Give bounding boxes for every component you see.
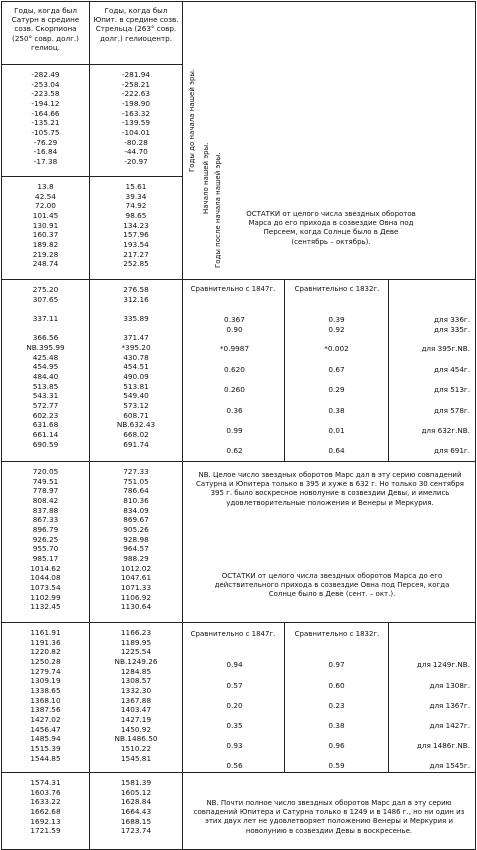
divider-header <box>1 64 183 65</box>
ratio-1847-value: 0.99 <box>226 426 243 435</box>
block6-saturn-column: 1574.31 1603.76 1633.22 1662.68 1692.13 1721.59 <box>30 778 61 836</box>
block3-header-1847: Сравнительно с 1847г. <box>190 285 276 293</box>
block3-header-1832: Сравнительно с 1832г. <box>294 285 380 293</box>
ratio-1832-value: 0.01 <box>328 426 345 435</box>
ratio-1832-value: 0.39 <box>328 315 345 324</box>
border-top <box>1 1 476 2</box>
block5-header-1847: Сравнительно с 1847г. <box>190 630 276 638</box>
ratio-1832-value: 0.60 <box>328 681 345 690</box>
ratio-1847-value: 0.20 <box>226 701 243 710</box>
divider-block1 <box>1 176 183 177</box>
block2-saturn-column: 13.8 42.54 72.00 101.45 130.91 160.37 189.82 219.28 248.74 <box>32 182 59 269</box>
year-label: для 578г. <box>434 406 470 415</box>
border-right <box>475 1 476 849</box>
ratio-1832-value: 0.59 <box>328 761 345 770</box>
remainders-note-2: ОСТАТКИ от целого числа звездных оборотов Марса до его действительного прихода в созвездие Овна под Персея, когда Солнце было в Деве (сент. – окт.). <box>214 572 450 599</box>
block6-jupiter-column: 1581.39 1605.12 1628.84 1664.43 1688.15 1723.74 <box>120 778 152 836</box>
ratio-1832-value: 0.38 <box>328 406 345 415</box>
ratio-1832-value: 0.38 <box>328 721 345 730</box>
nb-note-2: NB. Почти полное число звездных оборотов Марс дал в эту серию совпадений Юпитера и Сатурна только в 1249 и в 1486 г., но ни один из этих двух лет не удовлетворяет положению Венеры и Меркурия и новолунию в созвездии Девы в воскресенье. <box>193 799 465 835</box>
block3-saturn-column: 275.20 307.65 337.11 366.56 NB.395.99 425.48 454.95 484.40 513.85 543.31 572.77 602.23 631.68 661.14 690.59 <box>26 285 65 449</box>
ratio-1832-value: 0.29 <box>328 385 345 394</box>
label-era-start: Начало нашей эры. <box>202 142 210 214</box>
divider-block2 <box>1 279 476 280</box>
ratio-1847-value: 0.36 <box>226 406 243 415</box>
ratio-1832-value: 0.96 <box>328 741 345 750</box>
ratio-1847-value: 0.56 <box>226 761 243 770</box>
block4-saturn-column: 720.05 749.51 778.97 808.42 837.88 867.33 896.79 926.25 955.70 985.17 1014.62 1044.08 1073.54 1102.99 1132.45 <box>30 467 61 612</box>
year-label: для 1486г.NB. <box>416 741 470 750</box>
year-label: для 691г. <box>434 446 470 455</box>
ratio-1832-value: 0.97 <box>328 660 345 669</box>
year-label: для 632г.NB. <box>421 426 470 435</box>
ratio-1847-value: 0.260 <box>224 385 245 394</box>
remainders-note-1: ОСТАТКИ от целого числа звездных оборотов Марса до его прихода в созвездие Овна под Персеем, когда Солнце было в Деве (сентябрь – октябрь). <box>246 210 416 246</box>
ratio-1847-value: 0.94 <box>226 660 243 669</box>
block1-saturn-column: -282.49 -253.04 -223.58 -194.12 -164.66 -135.21 -105.75 -76.29 -16.84 -17.38 <box>31 70 60 166</box>
year-label: для 1308г. <box>429 681 470 690</box>
divider-col2 <box>182 1 183 849</box>
block4-jupiter-column: 727.33 751.05 786.64 810.36 834.09 869.67 905.26 928.98 964.57 988.29 1012.02 1047.61 1071.33 1106.92 1130.64 <box>120 467 152 612</box>
year-label: для 1249г.NB. <box>416 660 470 669</box>
ratio-1847-value: 0.367 <box>224 315 245 324</box>
ratio-1847-value: 0.35 <box>226 721 243 730</box>
header-saturn: Годы, когда был Сатурн в средине созв. Скорпиона (250° совр. долг.) гелиоц. <box>11 6 80 52</box>
block3-jupiter-column: 276.58 312.16 335.89 371.47 *395.20 430.78 454.51 490.09 513.81 549.40 573.12 608.71 NB.632.43 668.02 691.74 <box>116 285 156 449</box>
block5-header-1832: Сравнительно с 1832г. <box>294 630 380 638</box>
year-label: для 335г. <box>434 325 470 334</box>
block2-jupiter-column: 15.61 39.34 74.92 98.65 134.23 157.96 193.54 217.27 252.85 <box>123 182 149 269</box>
year-label: для 336г. <box>434 315 470 324</box>
ratio-1847-value: *0.9987 <box>219 344 250 353</box>
nb-note-1: NB. Целое число звездных оборотов Марс дал в эту серию совпадений Сатурна и Юпитера только в 395 и хуже в 632 г. Но только 30 сентября 395 г. было воскресное новолуние в созвездии Девы, и имелись удовлетворительные положения и Венеры и Меркурия. <box>196 471 464 507</box>
divider-block4 <box>1 622 476 623</box>
ratio-1832-value: 0.67 <box>328 365 345 374</box>
ratio-1847-value: 0.93 <box>226 741 243 750</box>
ratio-1832-value: *0.002 <box>324 344 349 353</box>
ratio-1847-value: 0.620 <box>224 365 245 374</box>
ratio-1832-value: 0.92 <box>328 325 345 334</box>
header-jupiter: Годы, когда был Юпит. в средине созв. Стрельца (263° совр. долг.) гелиоцентр. <box>93 6 179 43</box>
ratio-1847-value: 0.62 <box>226 446 243 455</box>
ratio-1832-value: 0.64 <box>328 446 345 455</box>
block5-saturn-column: 1161.91 1191.36 1220.82 1250.28 1279.74 1309.19 1338.65 1368.10 1387.56 1427.02 1456.47 1485.94 1515.39 1544.85 <box>30 628 61 763</box>
label-years-before-era: Годы до начала нашей эры. <box>188 68 196 172</box>
block5-jupiter-column: 1166.23 1189.95 1225.54 NB.1249.26 1284.85 1308.57 1332.30 1367.88 1403.47 1427.19 1450.92 NB.1486.50 1510.22 1545.81 <box>114 628 158 763</box>
ratio-1847-value: 0.57 <box>226 681 243 690</box>
year-label: для 1427г. <box>429 721 470 730</box>
year-label: для 1367г. <box>429 701 470 710</box>
ratio-1847-value: 0.90 <box>226 325 243 334</box>
divider-ratio2-bottom <box>388 622 389 772</box>
year-label: для 395г.NB. <box>421 344 470 353</box>
year-label: для 513г. <box>434 385 470 394</box>
ratio-1832-value: 0.23 <box>328 701 345 710</box>
divider-block5 <box>1 772 476 773</box>
divider-block3 <box>1 461 476 462</box>
year-label: для 1545г. <box>429 761 470 770</box>
divider-ratio2-top <box>388 279 389 461</box>
block1-jupiter-column: -281.94 -258.21 -222.63 -198.90 -163.32 -139.59 -104.01 -80.28 -44.70 -20.97 <box>121 70 151 166</box>
label-years-after-era: Годы после начала нашей эры. <box>214 152 222 268</box>
year-label: для 454г. <box>434 365 470 374</box>
